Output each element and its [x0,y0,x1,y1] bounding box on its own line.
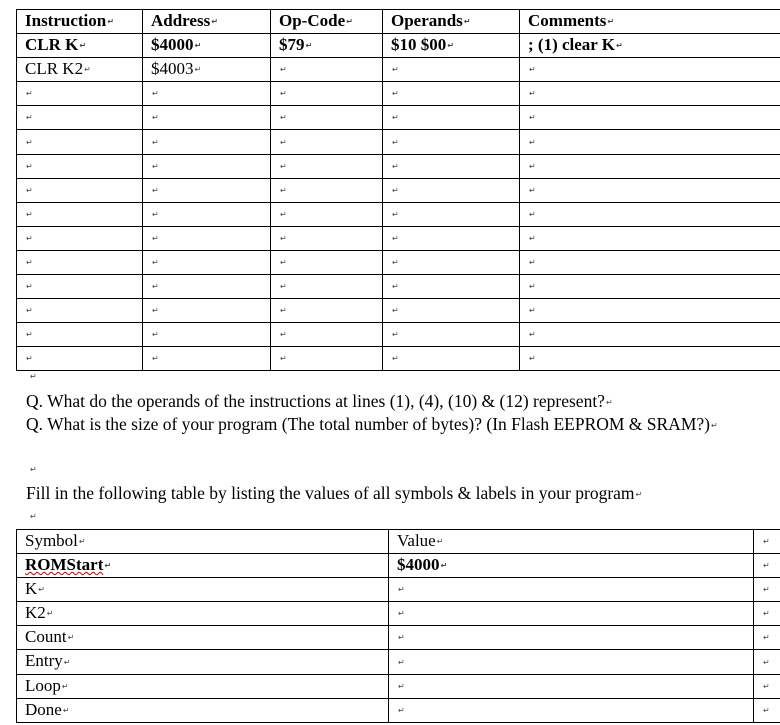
question-1: Q. What do the operands of the instructions at lines (1), (4), (10) & (12) represent?↵ [26,391,613,411]
cell-mark: ↵ [392,282,399,292]
cell-mark: ↵ [529,258,536,268]
table-row [17,202,780,226]
end-cell[interactable] [754,674,780,698]
cell-mark: ↵ [63,657,71,667]
cell-mark: ↵ [280,282,287,292]
end-cell[interactable] [754,554,780,578]
opcode-cell[interactable] [271,323,383,347]
cell-mark: ↵ [463,17,471,27]
paragraph-mark: ↵ [30,465,37,474]
header-cell: Symbol↵ [17,530,389,554]
cell-mark: ↵ [398,585,405,595]
instruction-cell[interactable] [17,202,143,226]
cell-mark: ↵ [280,330,287,340]
cell-mark: ↵ [529,233,536,243]
table-row [17,250,780,274]
cell-mark: ↵ [104,561,112,571]
cell-mark: ↵ [392,137,399,147]
operands-cell[interactable] [383,299,520,323]
cell-mark: ↵ [529,89,536,99]
instruction-cell[interactable] [17,323,143,347]
table-row [17,82,780,106]
cell-mark: ↵ [194,65,202,75]
cell-mark: ↵ [107,17,114,27]
cell-mark: ↵ [392,354,399,364]
instruction-cell[interactable] [17,275,143,299]
cell-mark: ↵ [280,354,287,364]
symbol-row [17,626,780,650]
cell-mark: ↵ [194,41,202,51]
cell-mark: ↵ [26,161,33,171]
comments-cell[interactable] [520,323,780,347]
cell-mark: ↵ [392,65,399,75]
cell-mark: ↵ [529,330,536,340]
cell-mark: ↵ [152,89,159,99]
cell-mark: ↵ [26,209,33,219]
cell-mark: ↵ [763,537,770,547]
cell-mark: ↵ [392,233,399,243]
cell-mark: ↵ [26,233,33,243]
cell-mark: ↵ [616,41,623,51]
cell-mark: ↵ [46,609,54,619]
cell-mark: ↵ [392,258,399,268]
cell-mark: ↵ [436,537,444,547]
symbol-cell[interactable]: Entry↵ [17,650,389,674]
table-row [17,323,780,347]
header-cell: Comments↵ [520,10,780,34]
cell-mark: ↵ [152,306,159,316]
cell-mark: ↵ [529,354,536,364]
symbol-row [17,602,780,626]
cell-mark: ↵ [78,537,86,547]
instruction-cell[interactable] [17,178,143,202]
operands-cell[interactable] [383,250,520,274]
instruction-cell[interactable] [17,226,143,250]
address-cell[interactable] [143,299,271,323]
table-row [17,275,780,299]
cell-mark: ↵ [529,306,536,316]
cell-mark: ↵ [152,185,159,195]
comments-cell[interactable] [520,299,780,323]
cell-mark: ↵ [26,89,33,99]
opcode-cell[interactable] [271,347,383,371]
opcode-cell[interactable] [271,106,383,130]
header-cell: Value↵ [389,530,754,554]
opcode-cell[interactable] [271,250,383,274]
symbol-cell[interactable]: K2↵ [17,602,389,626]
instruction-cell[interactable] [17,250,143,274]
cell-mark: ↵ [398,657,405,667]
cell-mark: ↵ [280,113,287,123]
cell-mark: ↵ [763,609,770,619]
cell-mark: ↵ [529,161,536,171]
cell-mark: ↵ [440,561,448,571]
comments-cell[interactable] [520,58,780,82]
value-cell[interactable] [389,602,754,626]
table-header-row [17,10,780,34]
operands-cell[interactable] [383,323,520,347]
opcode-cell[interactable] [271,299,383,323]
cell-mark: ↵ [392,185,399,195]
header-cell: Address↵ [143,10,271,34]
operands-cell[interactable] [383,58,520,82]
instruction-cell[interactable] [17,347,143,371]
comments-cell[interactable] [520,250,780,274]
operands-cell[interactable] [383,202,520,226]
operands-cell[interactable] [383,178,520,202]
assembly-table [16,9,780,371]
cell-mark: ↵ [529,282,536,292]
symbol-cell[interactable]: Done↵ [17,698,389,722]
end-cell[interactable] [754,626,780,650]
operands-cell[interactable] [383,226,520,250]
value-cell[interactable] [389,578,754,602]
end-cell[interactable] [754,578,780,602]
instruction-cell[interactable] [17,106,143,130]
address-cell[interactable] [143,130,271,154]
cell-mark: ↵ [26,185,33,195]
address-cell[interactable] [143,347,271,371]
opcode-cell[interactable] [271,154,383,178]
cell-mark: ↵ [38,585,45,595]
table-row [17,226,780,250]
instruction-cell[interactable]: CLR K↵ [17,34,143,58]
operands-cell[interactable] [383,130,520,154]
symbol-cell[interactable]: ROMStart↵ [17,554,389,578]
operands-cell[interactable] [383,275,520,299]
cell-mark: ↵ [26,306,33,316]
instruction-cell[interactable] [17,299,143,323]
cell-mark: ↵ [398,633,405,643]
cell-mark: ↵ [62,705,70,715]
address-cell[interactable] [143,82,271,106]
cell-mark: ↵ [26,282,33,292]
operands-cell[interactable] [383,347,520,371]
cell-mark: ↵ [529,65,536,75]
address-cell[interactable] [143,250,271,274]
end-cell[interactable] [754,530,780,554]
cell-mark: ↵ [280,258,287,268]
comments-cell[interactable] [520,275,780,299]
operands-cell[interactable] [383,154,520,178]
cell-mark: ↵ [84,65,91,75]
cell-mark: ↵ [152,330,159,340]
cell-mark: ↵ [763,657,770,667]
comments-cell[interactable] [520,130,780,154]
cell-mark: ↵ [26,137,33,147]
opcode-cell[interactable]: $79↵ [271,34,383,58]
address-cell[interactable] [143,106,271,130]
opcode-cell[interactable] [271,178,383,202]
cell-mark: ↵ [763,585,770,595]
instruction-cell[interactable] [17,154,143,178]
end-cell[interactable] [754,698,780,722]
cell-mark: ↵ [447,41,454,51]
address-cell[interactable] [143,275,271,299]
cell-mark: ↵ [280,137,287,147]
cell-mark: ↵ [398,681,405,691]
cell-mark: ↵ [152,258,159,268]
operands-cell[interactable]: $10 $00↵ [383,34,520,58]
cell-mark: ↵ [529,113,536,123]
cell-mark: ↵ [607,17,615,27]
address-cell[interactable] [143,178,271,202]
address-cell[interactable] [143,154,271,178]
cell-mark: ↵ [529,137,536,147]
cell-mark: ↵ [152,209,159,219]
symbol-row [17,578,780,602]
cell-mark: ↵ [763,705,770,715]
cell-mark: ↵ [280,161,287,171]
table-row [17,154,780,178]
cell-mark: ↵ [392,89,399,99]
cell-mark: ↵ [152,113,159,123]
opcode-cell[interactable] [271,130,383,154]
table-row [17,58,780,82]
comments-cell[interactable] [520,154,780,178]
operands-cell[interactable] [383,82,520,106]
symbol-row [17,698,780,722]
instruction-cell[interactable] [17,82,143,106]
end-cell[interactable] [754,650,780,674]
table-row [17,178,780,202]
end-cell[interactable] [754,602,780,626]
instruction-cell[interactable]: CLR K2↵ [17,58,143,82]
table-row [17,34,780,58]
symbol-cell[interactable]: K↵ [17,578,389,602]
cell-mark: ↵ [280,306,287,316]
cell-mark: ↵ [211,17,218,27]
cell-mark: ↵ [152,282,159,292]
table-row [17,106,780,130]
opcode-cell[interactable] [271,226,383,250]
symbol-row [17,554,780,578]
cell-mark: ↵ [763,561,770,571]
comments-cell[interactable] [520,82,780,106]
comments-cell[interactable]: ; (1) clear K↵ [520,34,780,58]
paragraph-mark: ↵ [30,512,37,521]
cell-mark: ↵ [392,330,399,340]
cell-mark: ↵ [529,185,536,195]
address-cell[interactable] [143,323,271,347]
address-cell[interactable] [143,226,271,250]
address-cell[interactable]: $4000↵ [143,34,271,58]
cell-mark: ↵ [280,233,287,243]
comments-cell[interactable] [520,106,780,130]
symbol-row [17,674,780,698]
fill-instruction: Fill in the following table by listing the values of all symbols & labels in your program↵ [26,483,643,503]
symbol-header-row [17,530,780,554]
header-cell: Operands↵ [383,10,520,34]
cell-mark: ↵ [67,633,75,643]
address-cell[interactable] [143,202,271,226]
cell-mark: ↵ [280,209,287,219]
value-cell[interactable]: $4000↵ [389,554,754,578]
cell-mark: ↵ [398,705,405,715]
symbol-row [17,650,780,674]
table-row [17,299,780,323]
cell-mark: ↵ [152,161,159,171]
cell-mark: ↵ [280,89,287,99]
comments-cell[interactable] [520,178,780,202]
operands-cell[interactable] [383,106,520,130]
cell-mark: ↵ [61,681,69,691]
cell-mark: ↵ [529,209,536,219]
value-cell[interactable] [389,698,754,722]
cell-mark: ↵ [763,633,770,643]
cell-mark: ↵ [280,185,287,195]
cell-mark: ↵ [152,354,159,364]
cell-mark: ↵ [26,113,33,123]
symbol-cell[interactable]: Loop↵ [17,674,389,698]
value-cell[interactable] [389,626,754,650]
opcode-cell[interactable] [271,58,383,82]
cell-mark: ↵ [26,258,33,268]
table-row [17,347,780,371]
cell-mark: ↵ [392,161,399,171]
opcode-cell[interactable] [271,275,383,299]
cell-mark: ↵ [346,17,353,27]
cell-mark: ↵ [392,209,399,219]
opcode-cell[interactable] [271,202,383,226]
cell-mark: ↵ [763,681,770,691]
cell-mark: ↵ [26,330,33,340]
question-2: Q. What is the size of your program (The total number of bytes)? (In Flash EEPROM & SRAM?)↵ [26,414,718,434]
cell-mark: ↵ [398,609,405,619]
comments-cell[interactable] [520,347,780,371]
value-cell[interactable] [389,674,754,698]
comments-cell[interactable] [520,226,780,250]
cell-mark: ↵ [280,65,287,75]
cell-mark: ↵ [79,41,87,51]
cell-mark: ↵ [152,137,159,147]
cell-mark: ↵ [392,306,399,316]
table-row [17,130,780,154]
symbol-cell[interactable]: Count↵ [17,626,389,650]
symbol-table [16,529,780,723]
paragraph-mark: ↵ [30,372,37,381]
cell-mark: ↵ [26,354,33,364]
instruction-cell[interactable] [17,130,143,154]
header-cell: Op-Code↵ [271,10,383,34]
cell-mark: ↵ [305,41,313,51]
comments-cell[interactable] [520,202,780,226]
cell-mark: ↵ [152,233,159,243]
header-cell: Instruction↵ [17,10,143,34]
opcode-cell[interactable] [271,82,383,106]
cell-mark: ↵ [392,113,399,123]
address-cell[interactable]: $4003↵ [143,58,271,82]
value-cell[interactable] [389,650,754,674]
